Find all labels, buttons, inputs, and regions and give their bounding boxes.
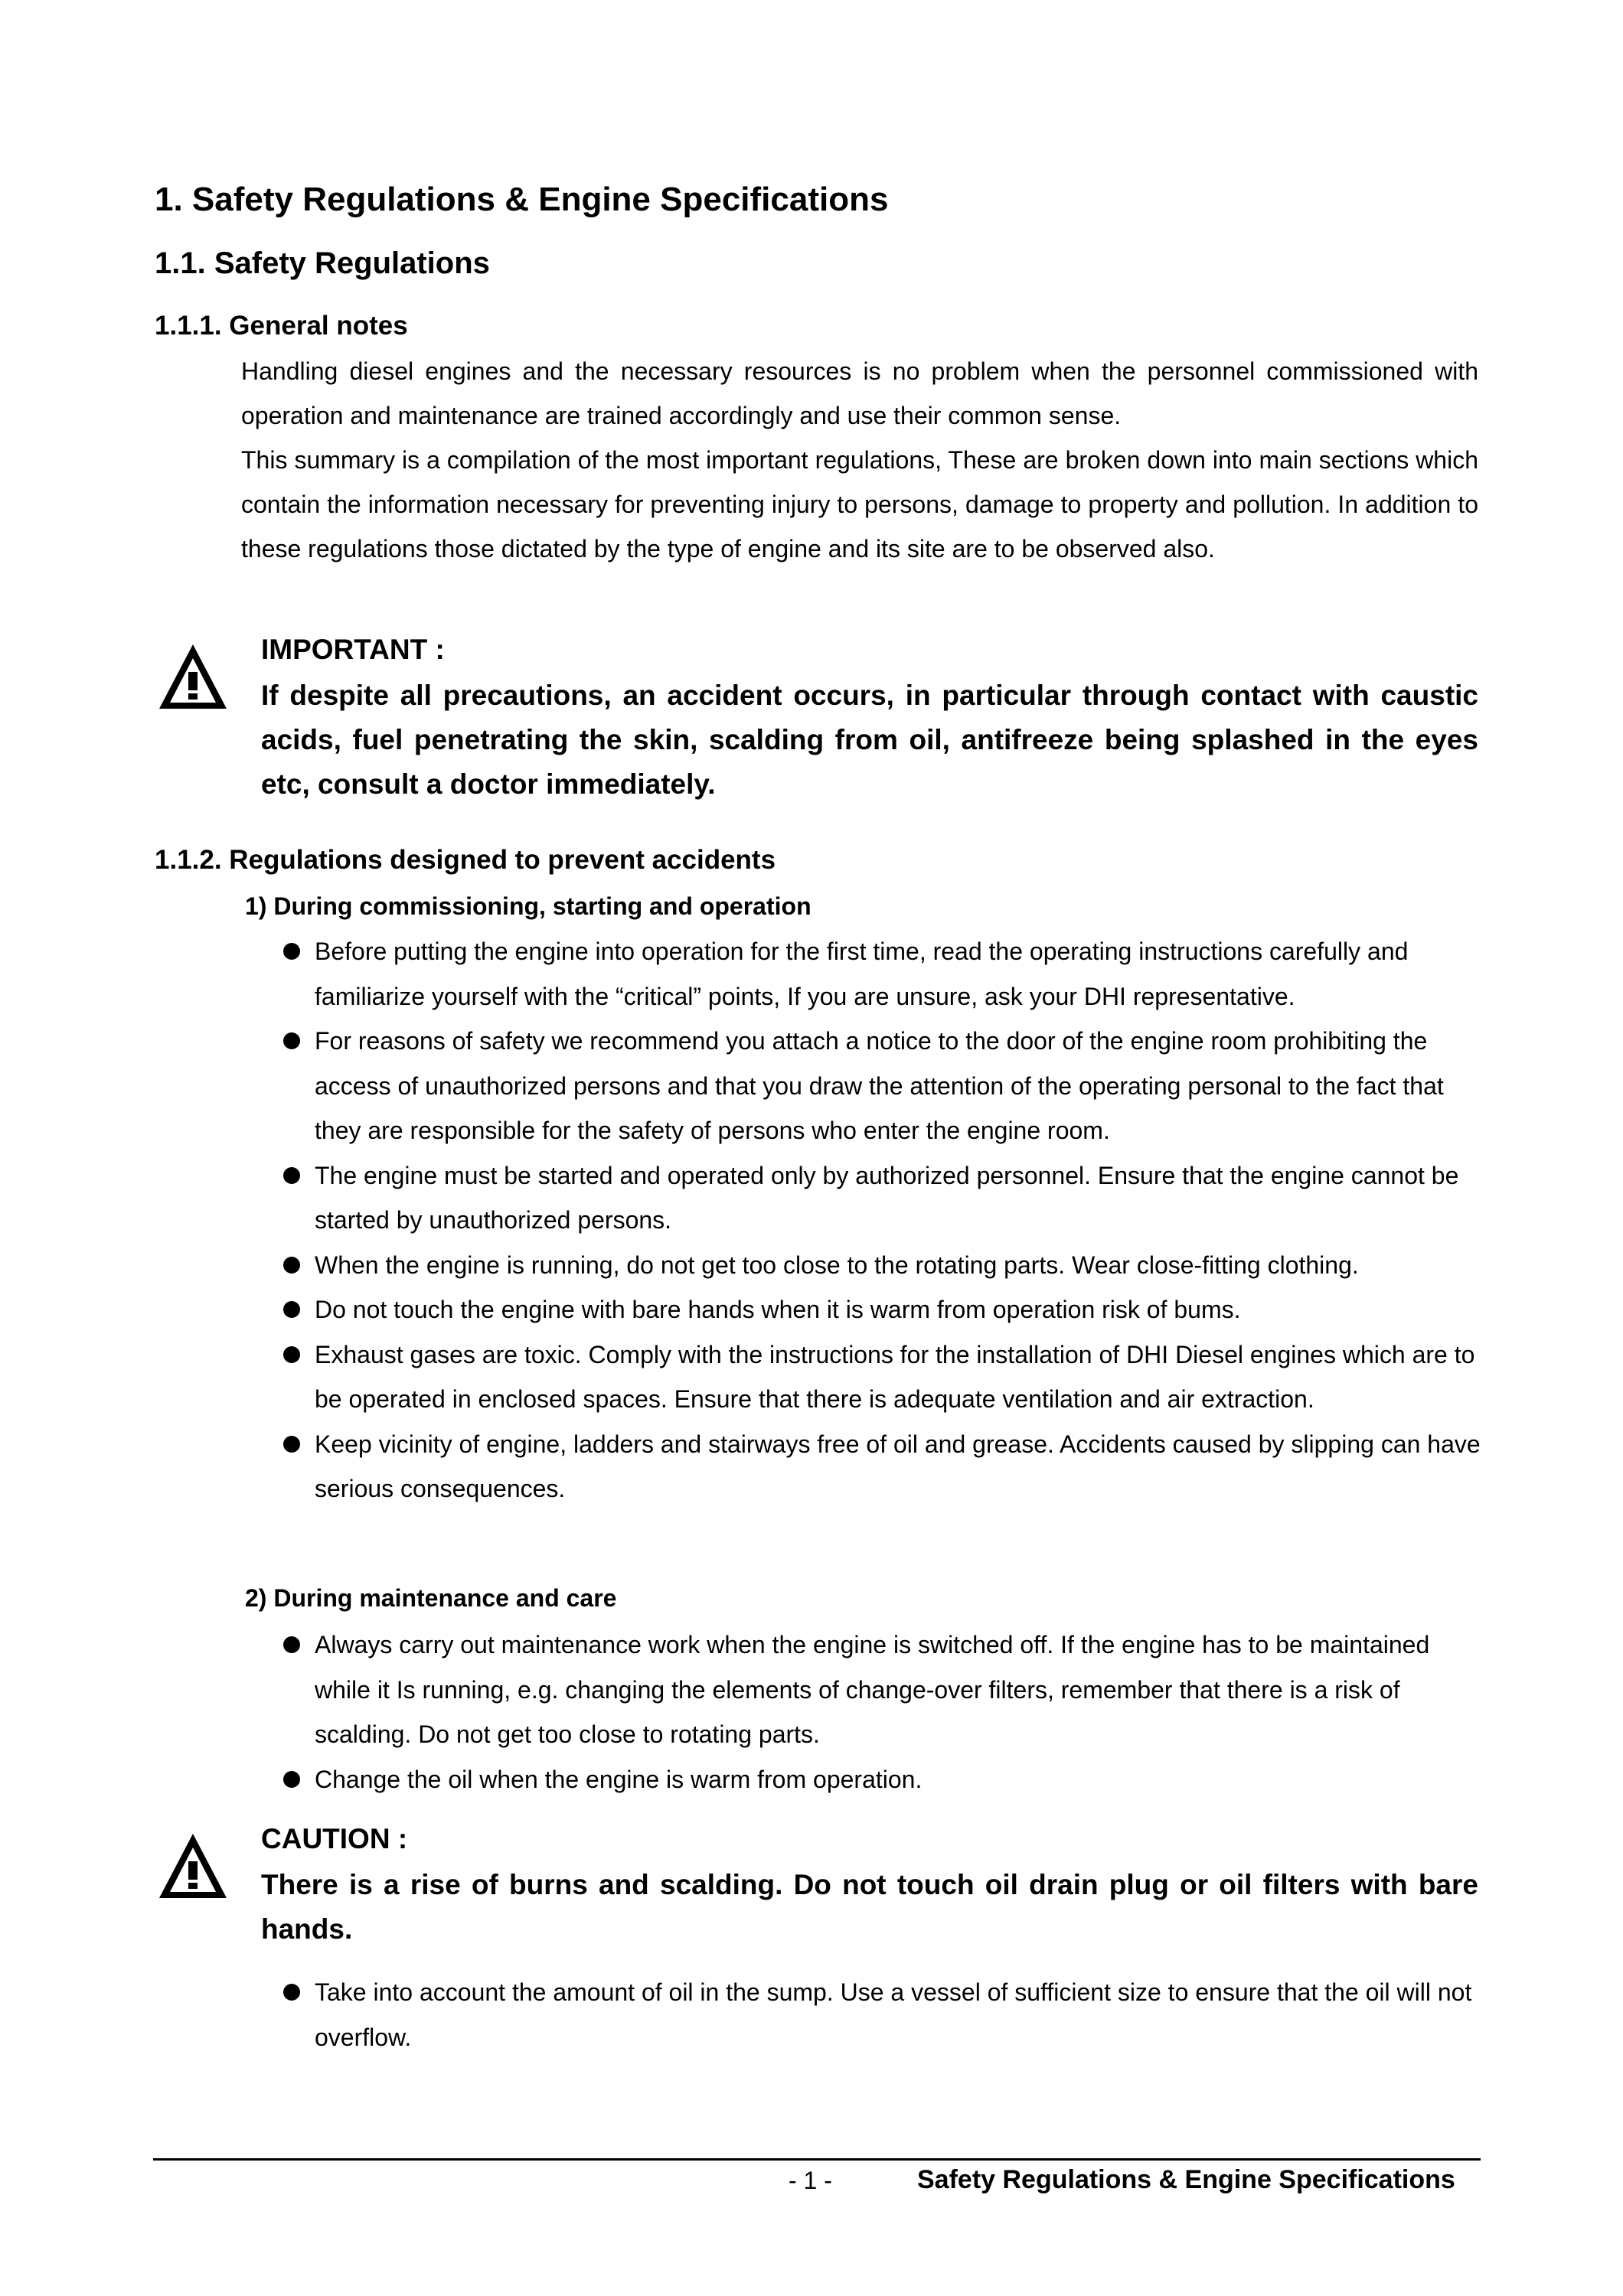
general-notes-paragraph-2: This summary is a compilation of the most important regulations, These are broken down into main sections which contain the information necessary for preventing injury to persons, damage to property and pollution. In addition to these regulations those dictated by the type of engine and its site are to be observed also.: [241, 446, 1478, 563]
chapter-heading: 1. Safety Regulations & Engine Specifications: [155, 181, 889, 218]
general-notes-paragraph-1: Handling diesel engines and the necessary resources is no problem when the personnel commissioned with operation and maintenance are trained accordingly and use their common sense.: [241, 357, 1478, 429]
warning-icon: [158, 641, 228, 712]
list-item: When the engine is running, do not get too close to the rotating parts. Wear close-fitting clothing.: [283, 1243, 1481, 1288]
bullet-icon: [283, 943, 300, 960]
bullet-icon: [283, 1636, 300, 1653]
bullet-icon: [283, 1984, 300, 2001]
list-item: Change the oil when the engine is warm from operation.: [283, 1757, 1481, 1802]
list-item: Before putting the engine into operation for the first time, read the operating instructions carefully and familiarize yourself with the “critical” points, If you are unsure, ask your DHI representative.: [283, 929, 1481, 1019]
general-notes-heading: 1.1.1. General notes: [155, 311, 408, 341]
accident-regulations-heading: 1.1.2. Regulations designed to prevent accidents: [155, 845, 776, 875]
footer-divider: [153, 2158, 1481, 2161]
bullet-icon: [283, 1346, 300, 1363]
bullet-icon: [283, 1301, 300, 1318]
bullet-icon: [283, 1257, 300, 1274]
maintenance-subheading: 2) During maintenance and care: [245, 1584, 617, 1612]
list-item: Do not touch the engine with bare hands when it is warm from operation risk of bums.: [283, 1287, 1481, 1332]
commissioning-bullet-list: [283, 929, 1481, 1512]
list-item: For reasons of safety we recommend you attach a notice to the door of the engine room prohibiting the access of unauthorized persons and that you draw the attention of the operating personal to the fact that they are responsible for the safety of persons who enter the engine room.: [283, 1019, 1481, 1153]
footer-title: Safety Regulations & Engine Specifications: [917, 2165, 1455, 2194]
maintenance-bullet-list: [283, 1623, 1481, 1802]
caution-text: There is a rise of burns and scalding. Do not touch oil drain plug or oil filters with bare hands.: [261, 1869, 1478, 1945]
page-number: - 1 -: [789, 2167, 832, 2194]
bullet-icon: [283, 1167, 300, 1184]
important-text: If despite all precautions, an accident occurs, in particular through contact with caustic acids, fuel penetrating the skin, scalding from oil, antifreeze being splashed in the eyes etc, consult a doctor immediately.: [261, 680, 1478, 800]
list-item: Take into account the amount of oil in the sump. Use a vessel of sufficient size to ensure that the oil will not overflow.: [283, 1970, 1481, 2060]
bullet-icon: [283, 1436, 300, 1453]
bullet-icon: [283, 1771, 300, 1788]
warning-icon: [158, 1831, 228, 1901]
list-item: The engine must be started and operated only by authorized personnel. Ensure that the engine cannot be started by unauthorized persons.: [283, 1153, 1481, 1243]
caution-bullet-list: [283, 1970, 1481, 2060]
list-item: Always carry out maintenance work when the engine is switched off. If the engine has to be maintained while it Is running, e.g. changing the elements of change-over filters, remember that there is a risk of scalding. Do not get too close to rotating parts.: [283, 1623, 1481, 1757]
important-title: IMPORTANT :: [261, 634, 445, 665]
commissioning-subheading: 1) During commissioning, starting and operation: [245, 892, 812, 920]
list-item: Keep vicinity of engine, ladders and stairways free of oil and grease. Accidents caused by slipping can have serious consequences.: [283, 1422, 1481, 1512]
bullet-icon: [283, 1032, 300, 1049]
caution-title: CAUTION :: [261, 1823, 408, 1854]
list-item: Exhaust gases are toxic. Comply with the instructions for the installation of DHI Diesel engines which are to be operated in enclosed spaces. Ensure that there is adequate ventilation and air extraction.: [283, 1332, 1481, 1422]
section-heading: 1.1. Safety Regulations: [155, 246, 490, 280]
